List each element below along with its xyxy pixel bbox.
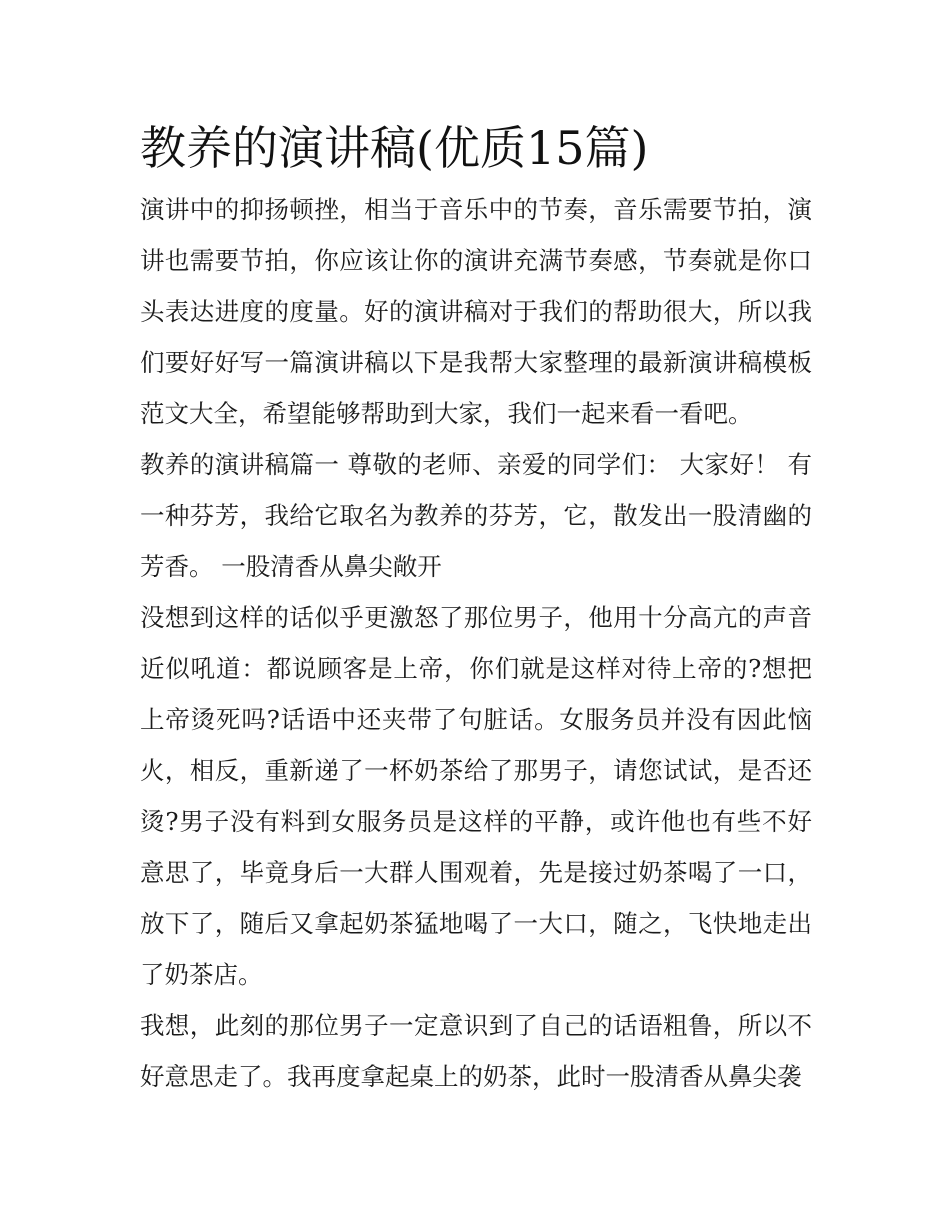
document-title: 教养的演讲稿(优质15篇) [140, 121, 649, 175]
paragraph-speech-opening: 教养的演讲稿篇一 尊敬的老师、亲爱的同学们： 大家好！ 有一种芬芳，我给它取名为教养的芬芳，它，散发出一股清幽的芳香。 一股清香从鼻尖敞开 [140, 450, 812, 581]
paragraph-reflection: 我想，此刻的那位男子一定意识到了自己的话语粗鲁，所以不好意思走了。我再度拿起桌上的奶茶，此时一股清香从鼻尖袭 [140, 1011, 812, 1091]
document-body [140, 112, 812, 1102]
paragraph-intro: 演讲中的抑扬顿挫，相当于音乐中的节奏，音乐需要节拍，演讲也需要节拍，你应该让你的演讲充满节奏感，节奏就是你口头表达进度的度量。好的演讲稿对于我们的帮助很大，所以我们要好好写一篇演讲稿以下是我帮大家整理的最新演讲稿模板范文大全，希望能够帮助到大家，我们一起来看一看吧。 [140, 195, 812, 428]
paragraph-story: 没想到这样的话似乎更激怒了那位男子，他用十分高亢的声音近似吼道：都说顾客是上帝，你们就是这样对待上帝的?想把上帝烫死吗?话语中还夹带了句脏话。女服务员并没有因此恼火，相反，重新递了一杯奶茶给了那男子，请您试试，是否还烫?男子没有料到女服务员是这样的平静，或许他也有些不好意思了，毕竟身后一大群人围观着，先是接过奶茶喝了一口，放下了，随后又拿起奶茶猛地喝了一大口，随之，飞快地走出了奶茶店。 [140, 603, 812, 989]
